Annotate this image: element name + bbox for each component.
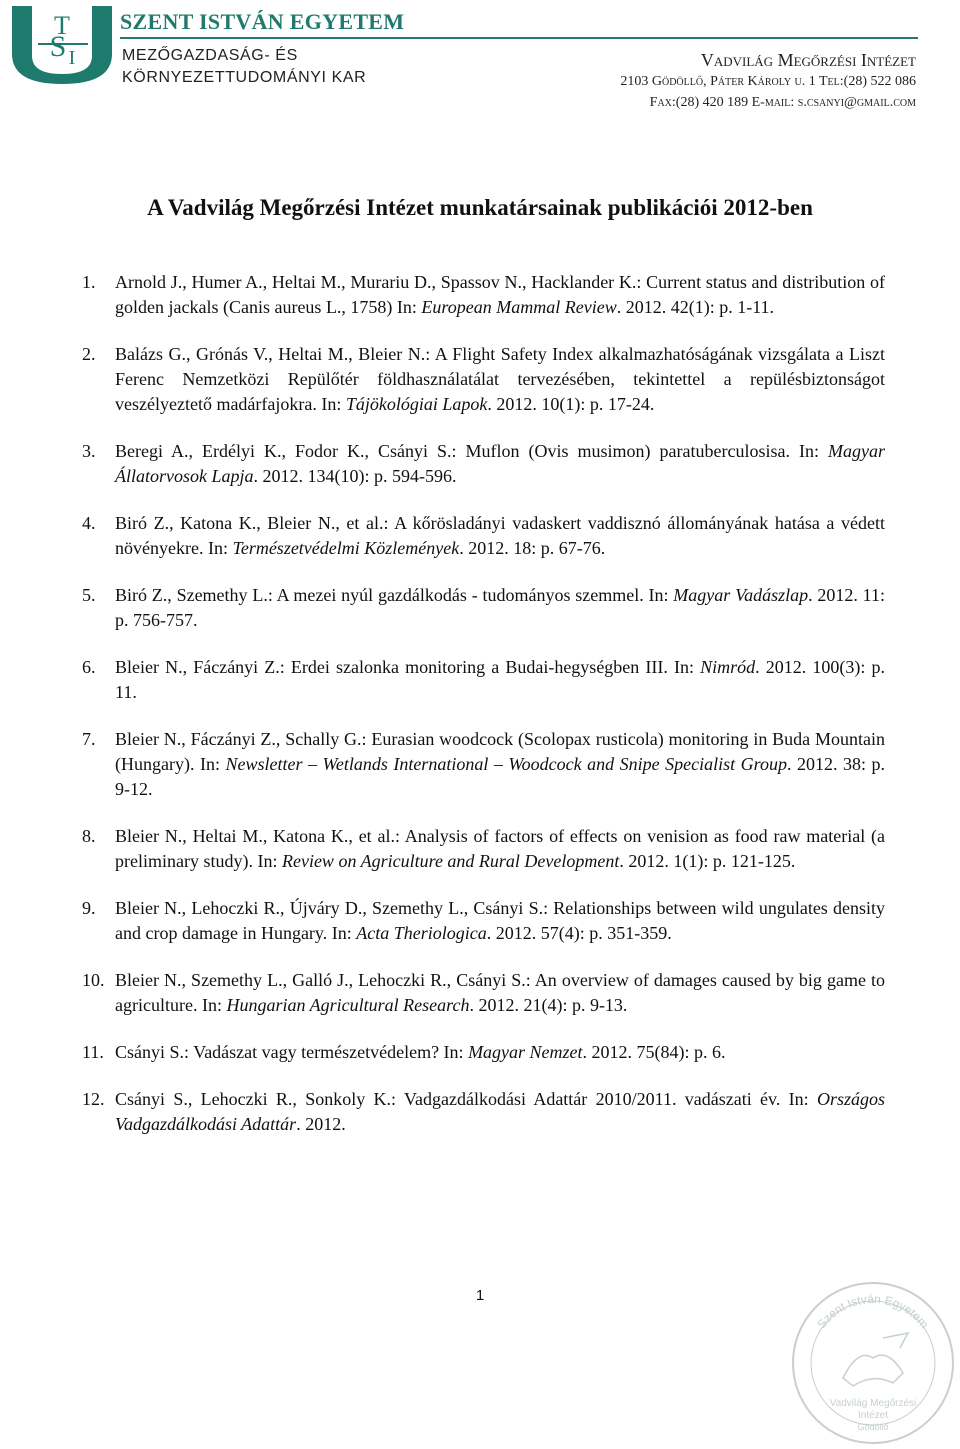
item-number: 10. — [82, 970, 105, 990]
item-number: 7. — [82, 729, 96, 749]
item-details: . 2012. 1(1): p. 121-125. — [619, 851, 796, 871]
item-citation: Beregi A., Erdélyi K., Fodor K., Csányi S.: Muflon (Ovis musimon) paratuberculosisa. In: — [115, 441, 828, 461]
item-details: . 2012. 42(1): p. 1-11. — [616, 297, 775, 317]
item-details: . 2012. 10(1): p. 17-24. — [487, 394, 655, 414]
svg-text:S: S — [49, 30, 67, 63]
item-number: 12. — [82, 1089, 105, 1109]
item-details: . 2012. 57(4): p. 351-359. — [486, 923, 672, 943]
document-title: A Vadvilág Megőrzési Intézet munkatársainak publikációi 2012-ben — [147, 195, 813, 220]
item-citation: Arnold J., Humer A., Heltai M., Murariu D., Spassov N., Hacklander K.: Current status and distribution of golden jackals (Canis aureus L., 1758) In: — [115, 272, 885, 317]
publication-item — [82, 1087, 885, 1137]
page-number: 1 — [475, 1287, 485, 1304]
institute-address: 2103 Gödöllő, Páter Károly u. 1 Tel:(28) 522 086 — [620, 74, 916, 89]
item-number: 1. — [82, 272, 96, 292]
item-number: 6. — [82, 657, 96, 677]
institute-stamp — [788, 1278, 958, 1448]
item-journal: Newsletter – Wetlands International – Woodcock and Snipe Specialist Group — [225, 754, 787, 774]
faculty-line-2: KÖRNYEZETTUDOMÁNYI KAR — [122, 69, 367, 86]
item-journal: European Mammal Review — [421, 297, 617, 317]
publication-item — [82, 896, 885, 946]
institute-block — [620, 49, 916, 113]
publication-item — [82, 824, 885, 874]
publication-item — [82, 270, 885, 320]
item-journal: Acta Theriologica — [356, 923, 487, 943]
item-journal: Magyar Vadászlap — [673, 585, 809, 605]
item-journal: Review on Agriculture and Rural Development — [281, 851, 620, 871]
item-details: . 2012. 21(4): p. 9-13. — [469, 995, 628, 1015]
item-details: . 2012. 75(84): p. 6. — [582, 1042, 726, 1062]
university-name: SZENT ISTVÁN EGYETEM — [120, 9, 405, 34]
publication-item — [82, 439, 885, 489]
item-citation: Biró Z., Katona K., Bleier N., et al.: A kőrösladányi vadaskert vaddisznó állományának hatása a védett növényekre. In: — [115, 513, 885, 558]
stamp-line-3: Gödöllő — [857, 1422, 889, 1432]
item-citation: Csányi S.: Vadászat vagy természetvédelem? In: — [115, 1042, 469, 1062]
item-citation: Balázs G., Grónás V., Heltai M., Bleier N.: A Flight Safety Index alkalmazhatóságának vizsgálata a Liszt Ferenc Nemzetközi Repülőtér földhasználatálat tervezésében, tekintettel a repülésbiztonságot veszélyeztető madárfajokra. In: — [115, 344, 885, 414]
item-journal: Hungarian Agricultural Research — [226, 995, 470, 1015]
university-logo — [8, 4, 116, 84]
item-details: . 2012. — [296, 1114, 346, 1134]
stamp-line-1: Vadvilág Megőrzési — [829, 1398, 917, 1409]
item-number: 9. — [82, 898, 96, 918]
header-rule — [120, 37, 918, 39]
publication-item — [82, 511, 885, 561]
item-number: 3. — [82, 441, 96, 461]
publication-item — [82, 968, 885, 1018]
item-citation: Bleier N., Fáczányi Z., Schally G.: Eurasian woodcock (Scolopax rusticola) monitoring in Buda Mountain (Hungary). In: — [115, 729, 885, 774]
publication-item — [82, 727, 885, 802]
item-number: 4. — [82, 513, 96, 533]
item-citation: Bleier N., Lehoczki R., Újváry D., Szemethy L., Csányi S.: Relationships between wild ungulates density and crop damage in Hungary. In: — [115, 898, 885, 943]
svg-text:T: T — [54, 11, 70, 40]
faculty-line-1: MEZŐGAZDASÁG- ÉS — [122, 47, 298, 64]
item-journal: Nimród — [700, 657, 756, 677]
item-journal: Természetvédelmi Közlemények — [232, 538, 460, 558]
item-citation: Bleier N., Fáczányi Z.: Erdei szalonka monitoring a Budai-hegységben III. In: — [115, 657, 701, 677]
item-details: . 2012. 38: p. 9-12. — [115, 754, 885, 799]
item-journal: Országos Vadgazdálkodási Adattár — [115, 1089, 885, 1134]
item-journal: Tájökológiai Lapok — [345, 394, 488, 414]
item-details: . 2012. 18: p. 67-76. — [459, 538, 606, 558]
stamp-line-2: Intézet — [857, 1410, 889, 1421]
item-number: 8. — [82, 826, 96, 846]
faculty-name — [122, 45, 366, 89]
publication-list — [82, 270, 885, 1159]
institute-contact: Fax:(28) 420 189 E-mail: s.csanyi@gmail.com — [649, 95, 916, 110]
publication-item — [82, 655, 885, 705]
item-number: 11. — [82, 1042, 104, 1062]
publication-item — [82, 342, 885, 417]
item-citation: Csányi S., Lehoczki R., Sonkoly K.: Vadgazdálkodási Adattár 2010/2011. vadászati év. In: — [115, 1089, 817, 1109]
publication-item — [82, 583, 885, 633]
item-details: . 2012. 134(10): p. 594-596. — [253, 466, 457, 486]
item-journal: Magyar Állatorvosok Lapja — [115, 441, 885, 486]
item-citation: Bleier N., Szemethy L., Galló J., Lehoczki R., Csányi S.: An overview of damages caused by big game to agriculture. In: — [115, 970, 885, 1015]
item-details: . 2012. 100(3): p. 11. — [115, 657, 886, 702]
item-citation: Bleier N., Heltai M., Katona K., et al.: Analysis of factors of effects on venision as food raw material (a preliminary study). In: — [115, 826, 885, 871]
item-journal: Magyar Nemzet — [468, 1042, 583, 1062]
item-citation: Biró Z., Szemethy L.: A mezei nyúl gazdálkodás - tudományos szemmel. In: — [115, 585, 674, 605]
item-number: 5. — [82, 585, 96, 605]
svg-text:Szent István Egyetem — [815, 1292, 932, 1331]
svg-text:I: I — [68, 47, 76, 69]
stamp-arc-text: Szent István Egyetem — [814, 1291, 932, 1332]
item-number: 2. — [82, 344, 96, 364]
item-details: . 2012. 11: p. 756-757. — [115, 585, 885, 630]
institute-name: Vadvilág Megőrzési Intézet — [700, 50, 916, 70]
publication-item — [82, 1040, 885, 1065]
